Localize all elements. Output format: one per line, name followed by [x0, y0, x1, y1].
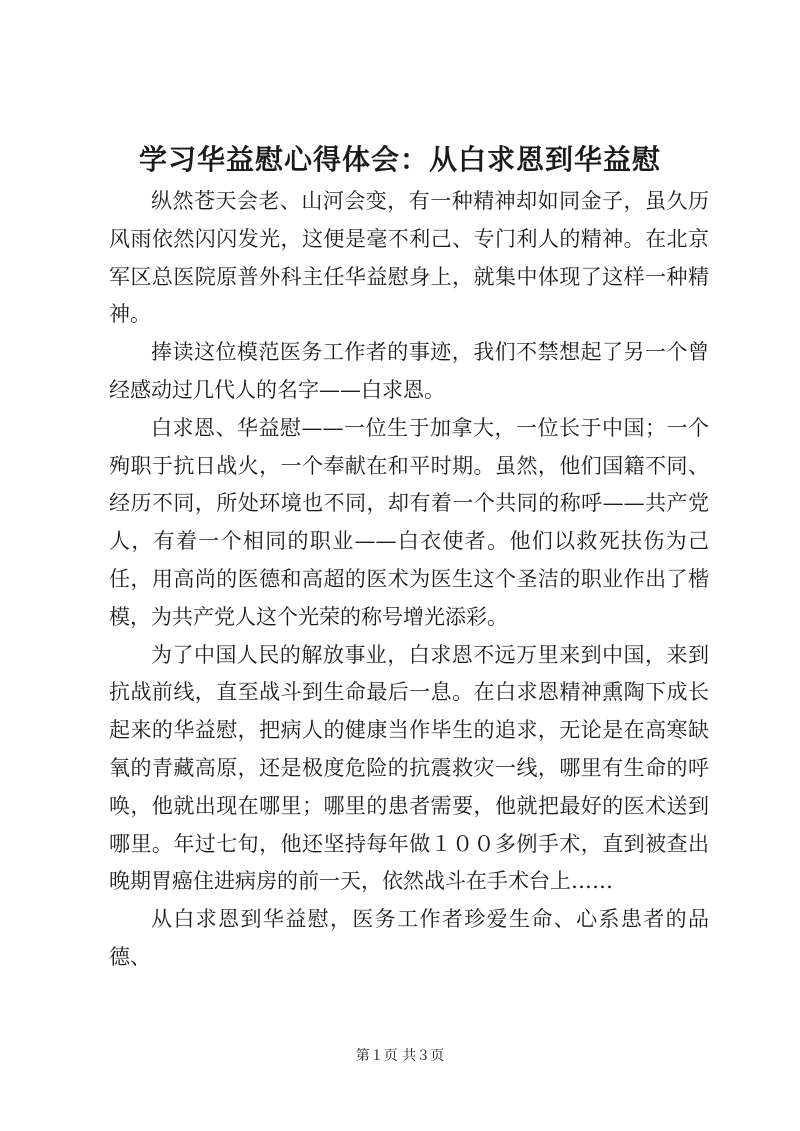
paragraph: 为了中国人民的解放事业，白求恩不远万里来到中国，来到抗战前线，直至战斗到生命最后一息。在白求恩精神熏陶下成长起来的华益慰，把病人的健康当作毕生的追求，无论是在高寒缺氧的青藏高原，还是极度危险的抗震救灾一线，哪里有生命的呼唤，他就出现在哪里；哪里的患者需要，他就把最好的医术送到哪里。年过七旬，他还坚持每年做１００多例手术，直到被查出晚期胃癌住进病房的前一天，依然战斗在手术台上…… [109, 642, 709, 894]
paragraph: 捧读这位模范医务工作者的事迹，我们不禁想起了另一个曾经感动过几代人的名字——白求恩。 [109, 340, 709, 402]
paragraph: 从白求恩到华益慰，医务工作者珍爱生命、心系患者的品德、 [109, 907, 709, 969]
page-footer: 第１页 共３页 [355, 1048, 445, 1064]
document-body [109, 183, 709, 977]
paragraph: 白求恩、华益慰——一位生于加拿大，一位长于中国；一个殉职于抗日战火，一个奉献在和平时期。虽然，他们国籍不同、经历不同，所处环境也不同，却有着一个共同的称呼——共产党人，有着一个相同的职业——白衣使者。他们以救死扶伤为己任，用高尚的医德和高超的医术为医生这个圣洁的职业作出了楷模，为共产党人这个光荣的称号增光添彩。 [109, 415, 709, 629]
document-title: 学习华益慰心得体会：从白求恩到华益慰 [138, 143, 661, 176]
paragraph: 纵然苍天会老、山河会变，有一种精神却如同金子，虽久历风雨依然闪闪发光，这便是毫不利己、专门利人的精神。在北京军区总医院原普外科主任华益慰身上，就集中体现了这样一种精神。 [109, 189, 709, 327]
